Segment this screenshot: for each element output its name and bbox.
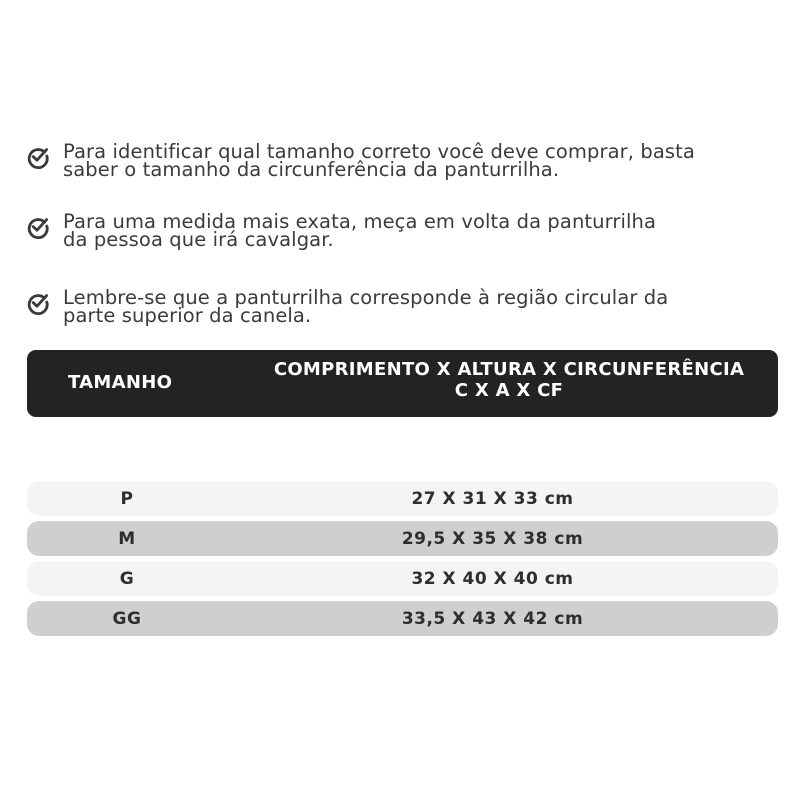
tip-item bbox=[26, 210, 766, 251]
tip-line: Para identificar qual tamanho correto você deve comprar, basta bbox=[63, 140, 695, 163]
size-cell: G bbox=[119, 568, 135, 589]
dimensions-header-line: COMPRIMENTO X ALTURA X CIRCUNFERÊNCIA bbox=[273, 359, 745, 380]
size-cell: M bbox=[118, 528, 136, 549]
dimensions-column-header bbox=[244, 359, 774, 401]
check-circle-icon bbox=[26, 215, 50, 239]
table-row bbox=[27, 601, 778, 636]
tips-list bbox=[26, 140, 766, 359]
tip-item bbox=[26, 286, 766, 327]
table-row bbox=[27, 521, 778, 556]
tip-line: Lembre-se que a panturrilha corresponde à região circular da bbox=[63, 286, 669, 309]
tip-text bbox=[63, 140, 695, 181]
dimensions-header-abbrev: C X A X CF bbox=[454, 380, 564, 401]
dimensions-cell: 27 X 31 X 33 cm bbox=[411, 488, 574, 509]
table-row bbox=[27, 481, 778, 516]
dimensions-cell: 29,5 X 35 X 38 cm bbox=[401, 528, 584, 549]
tip-line: da pessoa que irá cavalgar. bbox=[63, 228, 334, 251]
size-table-body bbox=[27, 481, 778, 641]
tip-text bbox=[63, 286, 669, 327]
tip-line: saber o tamanho da circunferência da panturrilha. bbox=[63, 158, 560, 181]
tip-item bbox=[26, 140, 766, 181]
tip-line: parte superior da canela. bbox=[63, 304, 312, 327]
check-circle-icon bbox=[26, 291, 50, 315]
tip-line: Para uma medida mais exata, meça em volta da panturrilha bbox=[63, 210, 657, 233]
dimensions-cell: 32 X 40 X 40 cm bbox=[411, 568, 574, 589]
table-row bbox=[27, 561, 778, 596]
dimensions-cell: 33,5 X 43 X 42 cm bbox=[401, 608, 584, 629]
size-column-header: TAMANHO bbox=[68, 372, 173, 393]
tip-text bbox=[63, 210, 657, 251]
check-circle-icon bbox=[26, 145, 50, 169]
size-cell: GG bbox=[112, 608, 142, 629]
size-cell: P bbox=[120, 488, 134, 509]
size-table-header bbox=[27, 350, 778, 417]
